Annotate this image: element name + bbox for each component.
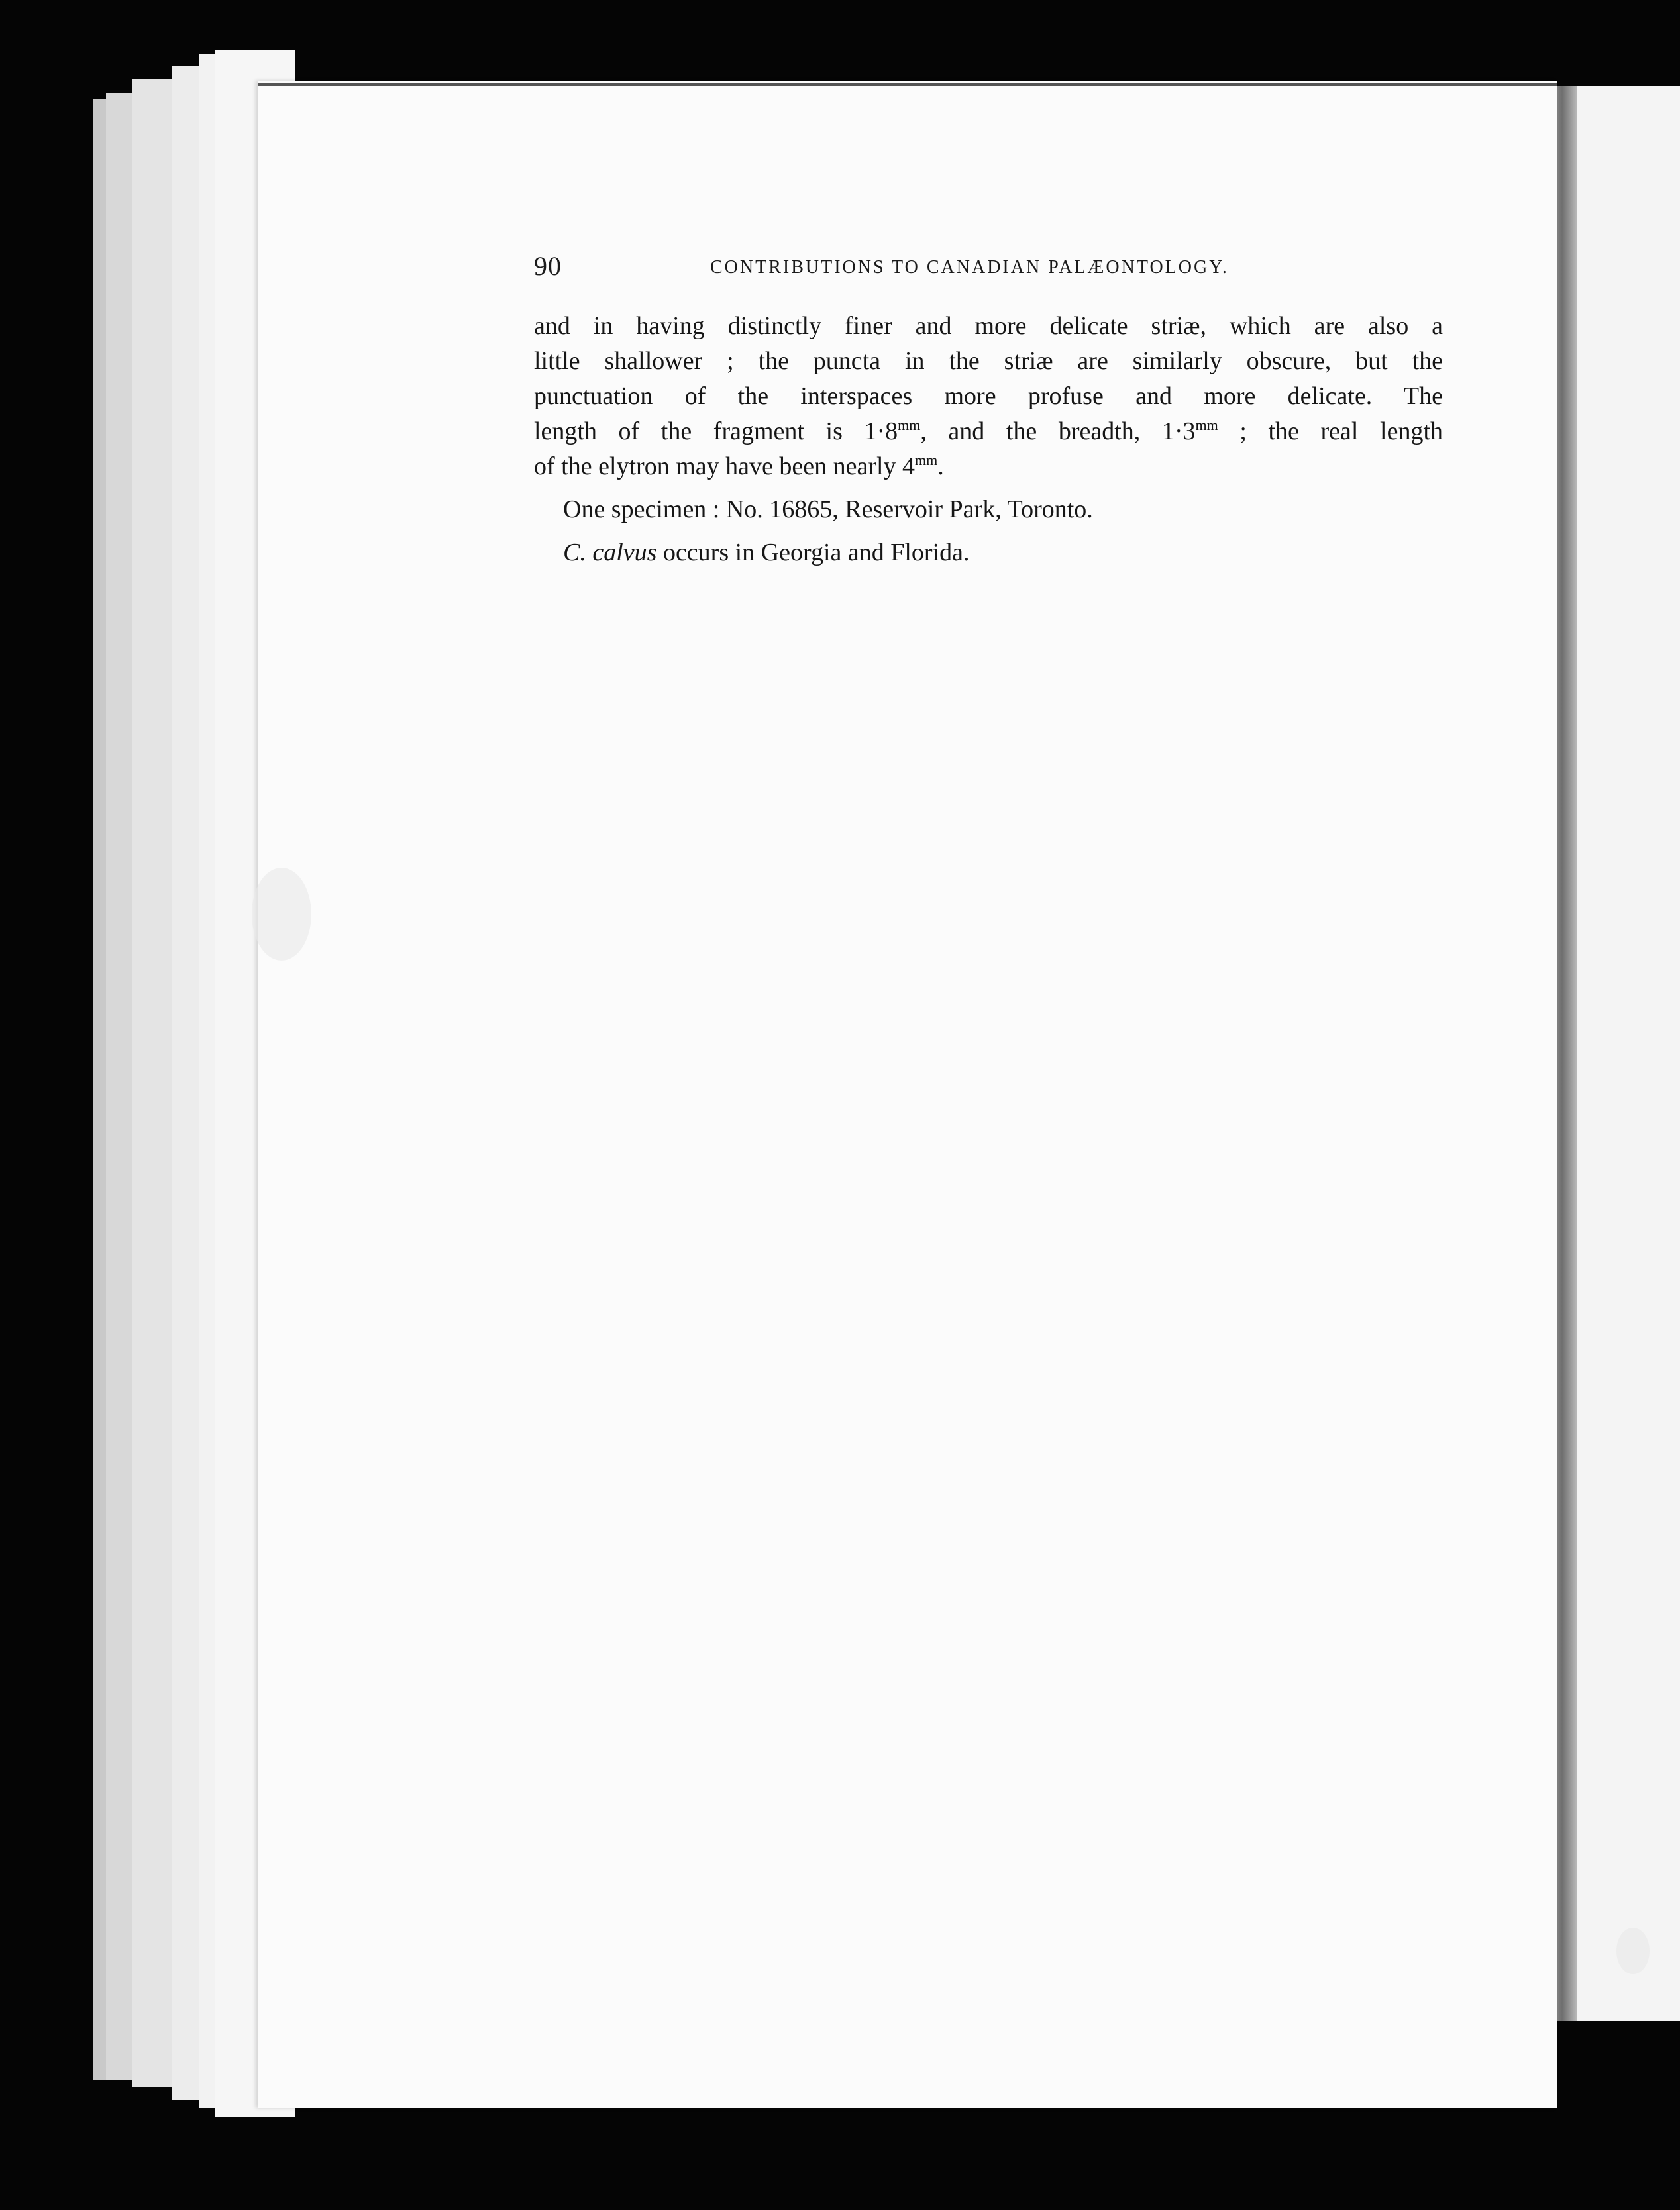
- text-segment: occurs in Georgia and Florida.: [656, 539, 970, 566]
- specimen-paragraph: One specimen : No. 16865, Reservoir Park, Toronto.: [563, 496, 1093, 523]
- text-segment: , and the breadth, 1·3: [920, 417, 1196, 445]
- text-segment: ; the real length: [1218, 417, 1443, 445]
- unit-superscript: mm: [1195, 417, 1218, 433]
- page-top-edge: [258, 83, 1557, 86]
- unit-superscript: mm: [915, 452, 938, 468]
- text-segment: .: [937, 452, 944, 480]
- running-head: CONTRIBUTIONS TO CANADIAN PALÆONTOLOGY.: [710, 257, 1229, 278]
- text-line: little shallower ; the puncta in the striæ are similarly obscure, but the: [534, 347, 1443, 375]
- distribution-paragraph: [534, 535, 1443, 570]
- body-text: [534, 309, 1443, 570]
- species-name: C. calvus: [563, 539, 657, 566]
- page-header: [534, 250, 1442, 284]
- page-number: 90: [534, 251, 562, 281]
- text-segment: of the elytron may have been nearly 4: [534, 452, 916, 480]
- scan-artifact: [252, 868, 311, 961]
- scan-artifact: [1616, 1928, 1650, 1974]
- text-segment: length of the fragment is 1·8: [534, 417, 898, 445]
- unit-superscript: mm: [898, 417, 921, 433]
- facing-page-edge: [1570, 86, 1680, 2021]
- text-line: [534, 449, 1443, 484]
- text-line: punctuation of the interspaces more profuse and more delicate. The: [534, 382, 1443, 410]
- text-line: and in having distinctly finer and more delicate striæ, which are also a: [534, 312, 1443, 340]
- text-line: [534, 414, 1443, 449]
